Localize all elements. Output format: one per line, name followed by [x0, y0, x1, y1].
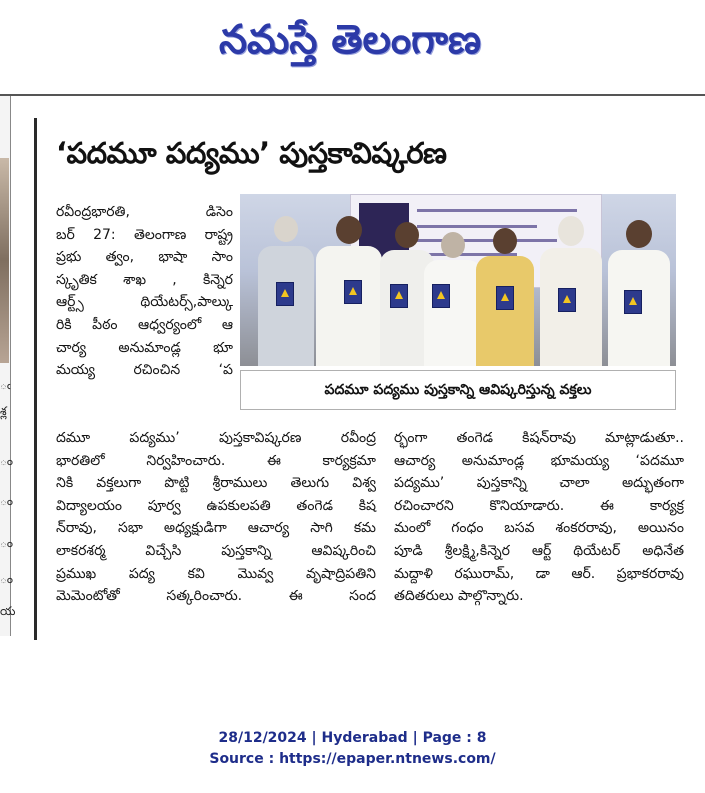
book-cover [390, 284, 408, 308]
article-line: రచించారని కొనియాడారు. ఈ కార్యక్ర [394, 497, 684, 514]
book-cover [558, 288, 576, 312]
event-photo [240, 194, 676, 366]
article-line: విద్యాలయం పూర్వ ఉపకులపతి తంగెడ కిష [56, 497, 376, 514]
strip-glyph: శ్ల [0, 404, 7, 418]
book-cover [432, 284, 450, 308]
strip-glyph: ం [0, 494, 14, 508]
article-line: బర్ 27: తెలంగాణ రాష్ట్ర [56, 226, 233, 243]
strip-glyph: ం [0, 454, 14, 468]
book-cover [344, 280, 362, 304]
article-line: ర్భంగా తంగెడ కిషన్‌రావు మాట్లాడుతూ.. [394, 430, 684, 446]
strip-glyph: ం [0, 536, 14, 550]
article-column-1 [56, 201, 233, 382]
article-line: భారతిలో నిర్వహించారు. ఈ కార్యక్రమా [56, 452, 376, 469]
article-line: న్‌రావు, సభా అధ్యక్షుడిగా ఆచార్య సాగి కమ [56, 520, 376, 537]
newspaper-masthead: నమస్తే తెలంగాణ [218, 16, 482, 63]
masthead-rule [0, 94, 705, 96]
article-line: ప్రభు త్వం, భాషా సాం [56, 249, 233, 266]
strip-glyph: ం [0, 572, 14, 586]
column-divider [34, 118, 37, 640]
footer-source-line: Source : https://epaper.ntnews.com/ [209, 751, 496, 767]
article-column-3 [394, 427, 684, 608]
book-cover [276, 282, 294, 306]
adjacent-column-strip [0, 96, 16, 636]
page-footer [0, 728, 705, 770]
article-line: మయ్య రచించిన ‘ప [56, 362, 233, 379]
article-line: రికి పీఠం ఆధ్వర్యంలో ఆ [56, 316, 233, 333]
photo-caption: పదమూ పద్యము పుస్తకాన్ని ఆవిష్కరిస్తున్న వక్తలు [240, 370, 676, 410]
adjacent-photo-fragment [0, 158, 9, 363]
article-line: మెమెంటోతో సత్కరించారు. ఈ సంద [56, 588, 376, 605]
article-line: ఆర్ట్స్ థియేటర్స్,పాల్కు [56, 294, 233, 311]
article-line: పద్యము’ పుస్తకాన్ని చాలా అద్భుతంగా [394, 475, 684, 492]
strip-glyph: ఁ [0, 378, 11, 392]
article-line: తదితరులు పాల్గొన్నారు. [394, 588, 524, 605]
article-line: మద్దాళి రఘురామ్, డా ఆర్. ప్రభాకరరావు [394, 565, 684, 582]
article-line: లాకరశర్మ విచ్చేసి పుస్తకాన్ని ఆవిష్కరించి [56, 542, 376, 559]
article-line: మంలో గంధం బసవ శంకరరావు, అయినం [394, 520, 684, 537]
strip-glyph: య [0, 604, 16, 618]
book-cover [624, 290, 642, 314]
article-line: చార్య అనుమాండ్ల భూ [56, 339, 233, 356]
article-line: రవీంద్రభారతి, డిసెం [56, 204, 233, 220]
article-line: పూడి శ్రీలక్ష్మి,కిన్నెర ఆర్ట్ థియేటర్ అధినేత [394, 542, 684, 559]
article-line: నికి వక్తలుగా పొట్టి శ్రీరాములు తెలుగు విశ్వ [56, 475, 376, 492]
article-line: ఆచార్య అనుమాండ్ల భూమయ్య ‘పదమూ [394, 452, 684, 469]
footer-date-line: 28/12/2024 | Hyderabad | Page : 8 [218, 730, 487, 746]
article-line: దమూ పద్యము’ పుస్తకావిష్కరణ రవీంద్ర [56, 430, 376, 446]
article-column-2 [56, 427, 376, 608]
article-headline: ‘పదమూ పద్యము’ పుస్తకావిష్కరణ [56, 136, 447, 170]
article-line: ప్రముఖ పద్య కవి మొవ్వ వృషాద్రిపతిని [56, 565, 376, 582]
book-cover [496, 286, 514, 310]
article-line: స్కృతిక శాఖ , కిన్నెర [56, 271, 233, 288]
